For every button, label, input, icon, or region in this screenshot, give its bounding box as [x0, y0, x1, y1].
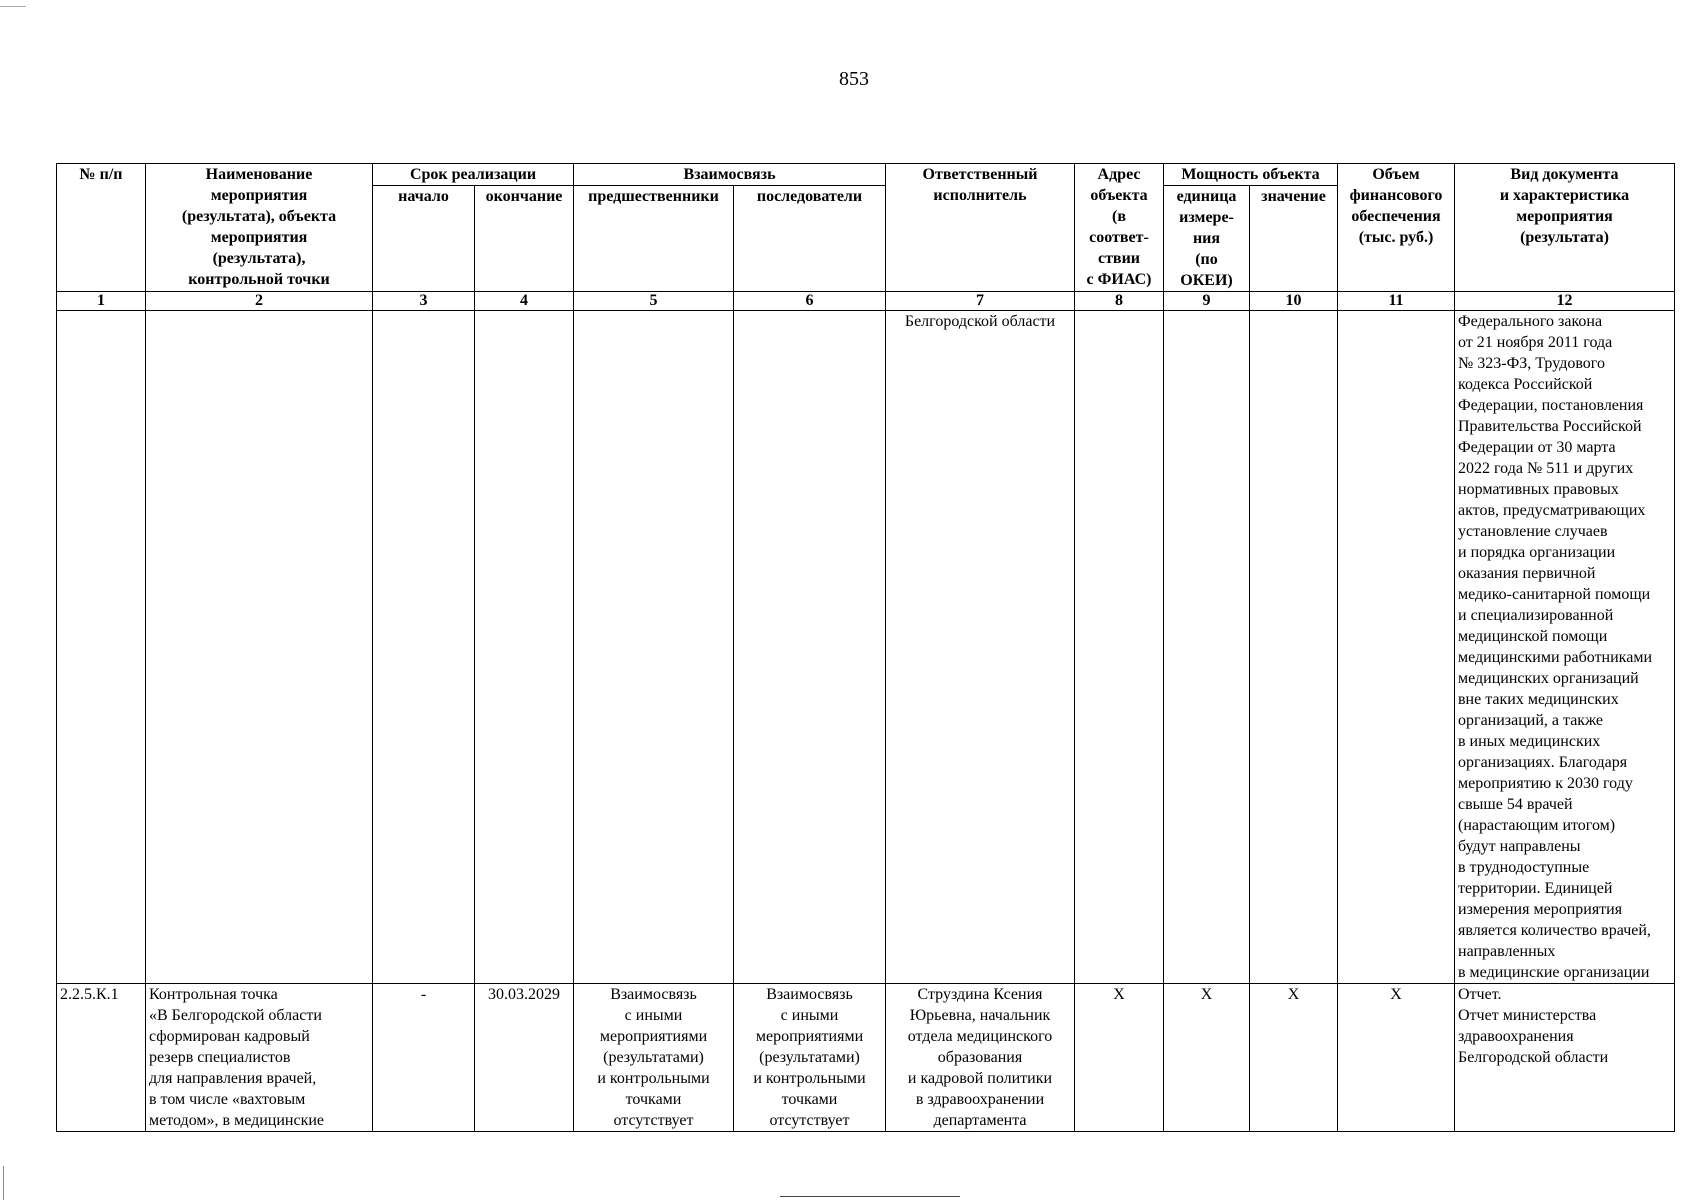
table-row-continued — [57, 311, 1675, 984]
header-row-1 — [57, 164, 1675, 186]
cell-empty — [1075, 311, 1164, 984]
cell-empty — [373, 311, 475, 984]
column-number: 11 — [1338, 292, 1455, 311]
header-period-start: начало — [373, 186, 475, 292]
cell-doc-description: Федерального закона от 21 ноября 2011 года № 323-ФЗ, Трудового кодекса Российской Федерации, постановления Правительства Российской Федерации от 30 марта 2022 года № 511 и других нормативных правовых актов, предусматривающих установление случаев и порядка организации оказания первичной медико-санитарной помощи и специализированной медицинской помощи медицинскими работниками медицинских организаций вне таких медицинских организаций, а также в иных медицинских организациях. Благодаря мероприятию к 2030 году свыше 54 врачей (нарастающим итогом) будут направлены в труднодоступные территории. Единицей измерения мероприятия является количество врачей, направленных в медицинские организации — [1455, 311, 1675, 984]
header-name: Наименование мероприятия (результата), объекта мероприятия (результата), контрольной точки — [146, 164, 373, 292]
cell-row-number: 2.2.5.К.1 — [57, 984, 146, 1132]
page-number: 853 — [839, 68, 869, 90]
column-number: 1 — [57, 292, 146, 311]
column-number: 2 — [146, 292, 373, 311]
column-number: 7 — [886, 292, 1075, 311]
header-predecessors: предшественники — [574, 186, 734, 292]
header-capacity: Мощность объекта — [1164, 164, 1338, 186]
signature-line — [780, 1196, 960, 1197]
scan-edge-mark — [3, 1166, 4, 1200]
header-value: значение — [1250, 186, 1338, 292]
header-num: № п/п — [57, 164, 146, 292]
column-number: 9 — [1164, 292, 1250, 311]
header-period-end: окончание — [475, 186, 574, 292]
header-funding: Объем финансового обеспечения (тыс. руб.) — [1338, 164, 1455, 292]
cell-predecessors: Взаимосвязь с иными мероприятиями (результатами) и контрольными точками отсутствует — [574, 984, 734, 1132]
cell-end: 30.03.2029 — [475, 984, 574, 1132]
cell-empty — [1250, 311, 1338, 984]
cell-empty — [734, 311, 886, 984]
column-number: 5 — [574, 292, 734, 311]
header-period: Срок реализации — [373, 164, 574, 186]
column-numbers-row — [57, 292, 1675, 311]
cell-unit: X — [1164, 984, 1250, 1132]
column-number: 4 — [475, 292, 574, 311]
cell-address: X — [1075, 984, 1164, 1132]
header-unit: единица измере- ния (по ОКЕИ) — [1164, 186, 1250, 292]
cell-funding: X — [1338, 984, 1455, 1132]
cell-empty — [1338, 311, 1455, 984]
cell-value: X — [1250, 984, 1338, 1132]
cell-checkpoint-name: Контрольная точка «В Белгородской области сформирован кадровый резерв специалистов для направления врачей, в том числе «вахтовым методом», в медицинские — [146, 984, 373, 1132]
cell-empty — [1164, 311, 1250, 984]
column-number: 10 — [1250, 292, 1338, 311]
cell-executor: Белгородской области — [886, 311, 1075, 984]
column-number: 8 — [1075, 292, 1164, 311]
column-number: 6 — [734, 292, 886, 311]
cell-empty — [57, 311, 146, 984]
activities-table — [56, 163, 1675, 1132]
header-doc-type: Вид документа и характеристика мероприятия (результата) — [1455, 164, 1675, 292]
column-number: 12 — [1455, 292, 1675, 311]
scan-corner-mark — [0, 6, 26, 7]
column-number: 3 — [373, 292, 475, 311]
table-row-checkpoint — [57, 984, 1675, 1132]
cell-start: - — [373, 984, 475, 1132]
header-relation: Взаимосвязь — [574, 164, 886, 186]
header-executor: Ответственный исполнитель — [886, 164, 1075, 292]
cell-doc-type: Отчет. Отчет министерства здравоохранения Белгородской области — [1455, 984, 1675, 1132]
cell-empty — [574, 311, 734, 984]
cell-empty — [146, 311, 373, 984]
cell-empty — [475, 311, 574, 984]
header-address: Адрес объекта (в соответ- ствии с ФИАС) — [1075, 164, 1164, 292]
cell-executor: Струздина Ксения Юрьевна, начальник отдела медицинского образования и кадровой политики в здравоохранении департамента — [886, 984, 1075, 1132]
header-successors: последователи — [734, 186, 886, 292]
cell-successors: Взаимосвязь с иными мероприятиями (результатами) и контрольными точками отсутствует — [734, 984, 886, 1132]
